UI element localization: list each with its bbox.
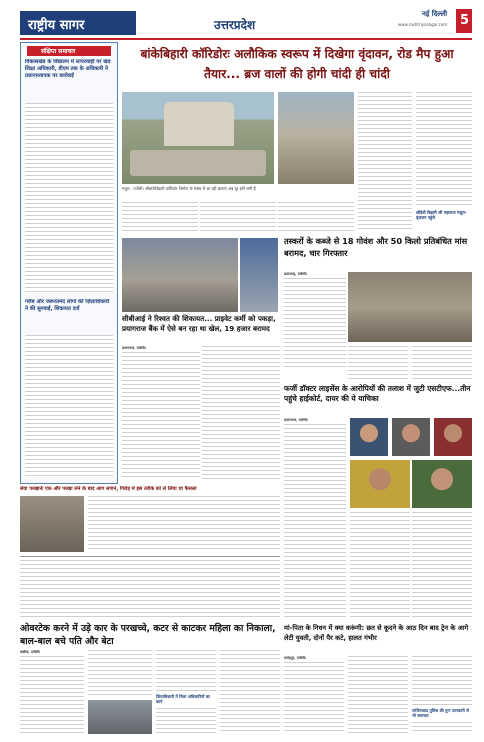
sidebar-label: संक्षिप्त समाचार	[41, 48, 76, 55]
mother-text-col-4	[412, 722, 472, 734]
crash-subhead: ज़िलाधिकारी में मिला अधिकारियों का कार्य	[156, 694, 210, 704]
crash-text-col-1	[20, 656, 84, 734]
crash-text-col-4	[156, 708, 216, 734]
lead-photo-2	[278, 92, 354, 184]
crash-text-col-2	[88, 650, 152, 696]
cow-text-col-2	[348, 346, 408, 380]
cow-byline: प्रतापगढ़, एजेंसी।	[284, 272, 307, 276]
lead-text-col-4	[200, 202, 276, 232]
bottom-left-text	[20, 560, 280, 618]
photo-strip-image-1	[20, 496, 84, 552]
section-divider	[20, 556, 280, 557]
website-link[interactable]: www.rashtriyasagar.com	[398, 22, 448, 27]
lead-headline: बांकेबिहारी कॉरिडोरः अलौकिक स्वरूप में दिखेगा वृंदावन, रोड मैप हुआ तैयार... ब्रज वालों की होगी चांदी ही चांदी	[140, 47, 454, 81]
cow-photo	[348, 272, 472, 342]
plaza-illustration	[130, 150, 266, 176]
doctor-headline: फर्जी डॉक्टर लाइसेंस के आरोपियों की तलाश में जुटी एसटीएफ...तीन पहुंचे हाईकोर्ट, दायर की ये याचिका	[284, 384, 471, 403]
lead-text-col-3	[122, 202, 198, 232]
doctor-text-col-2	[350, 512, 410, 620]
doctor-photo-4	[350, 460, 410, 508]
cbi-headline: सीबीआई ने रिश्वत की शिकायत... प्राइवेट कर्मी को पकड़ा, प्रयागराज बैंक में ऐसे बन रहा था खेल, 19 हजार बरामद	[122, 314, 276, 333]
sidebar-body-text-2	[25, 335, 113, 477]
cow-text-col-3	[412, 346, 472, 380]
doctor-photo-1	[350, 418, 388, 456]
sidebar-headline: विकासखंड के विद्यालय में लापरवाही पर खंड शिक्षा अधिकारी, डीएम तक के अधिकारी ने प्रधानाध्यापक पर कार्रवाई	[25, 59, 111, 79]
crash-text-col-3	[156, 650, 216, 692]
masthead	[20, 8, 472, 40]
doctor-text-col-3	[412, 512, 472, 620]
sidebar-subhead: गरीब और जरूरतमंद लोगों की ज़िलाधिकारी ने की सुनवाई, शिकायत दर्ज	[25, 299, 110, 312]
mother-headline: मां-पिता के निधन में क्या करूंगी: छत से कूदने के आठ दिन बाद ट्रेन के आगे लेटी युवती, दोनों पैर कटे, हालत गंभीर	[284, 624, 469, 642]
doctor-photo-2	[392, 418, 430, 456]
crash-headline: ओवरटेक करने में उड़े कार के परखच्चे, कटर से काटकर महिला का निकाला, बाल-बाल बचे पति और बेटा	[20, 623, 276, 647]
sidebar-label-box	[27, 46, 111, 56]
brand-name: राष्ट्रीय सागर	[28, 18, 85, 33]
crash-photo	[88, 700, 152, 734]
doctor-photo-3	[434, 418, 472, 456]
lead-text-col-1	[358, 92, 412, 232]
cbi-text-col-2	[202, 346, 280, 480]
mother-text-col-2	[348, 656, 408, 734]
mother-text-col-1	[284, 662, 344, 734]
sidebar-brief	[20, 42, 118, 484]
doctor-byline: प्रयागराज, एजेंसी।	[284, 418, 309, 422]
lead-photo	[122, 92, 274, 184]
section-title: उत्तरप्रदेश	[214, 18, 256, 32]
temple-illustration	[164, 102, 234, 146]
mother-text-col-3	[412, 656, 472, 708]
lead-caption: मथुरा , एजेंसी। श्रीबांकेबिहारी कॉरिडोर निर्माण के संबंध में आ रही बाधाएं अब दूर होने लगी हैं	[122, 186, 256, 191]
doctor-photo-5	[412, 460, 472, 508]
crash-text-col-5	[220, 650, 280, 734]
lead-text-col-2	[416, 92, 472, 208]
cow-headline: तस्करों के कब्जे से 18 गोवंश और 50 किलो प्रतिबंधित मांस बरामद, चार गिरफ्तार	[284, 236, 468, 258]
cbi-photo	[122, 238, 238, 312]
mother-byline: फतेहपुर, एजेंसी।	[284, 656, 307, 660]
photo-strip-caption: सेवा परखानेः एक और परखा लेने के बाद आग लगाने, गिरोह में इस तरीके को ले लिया था फैसला	[20, 486, 197, 492]
photo-strip-text	[88, 496, 280, 552]
brand-box	[20, 11, 136, 35]
mother-subhead: गाजियाबाद पुलिस की पुनः जानकारी से भी समाचार	[412, 708, 469, 718]
sidebar-body-text	[25, 103, 113, 293]
page-number: 5	[460, 13, 470, 28]
cow-text-col-1	[284, 278, 346, 370]
lead-text-col-5	[278, 202, 354, 232]
cbi-photo-2	[240, 238, 278, 312]
page-number-box	[456, 9, 472, 33]
edition-city: नई दिल्ली	[422, 10, 448, 18]
crash-byline: कन्नौज, एजेंसी।	[20, 650, 41, 654]
cbi-text-col-1	[122, 352, 200, 480]
doctor-text-col-1	[284, 424, 346, 620]
cbi-byline: प्रयागराज, एजेंसी।	[122, 346, 147, 350]
lead-kicker: श्रीदेवी बिहारी जी महाराज मथुरा-वृंदावन पहुंचे	[416, 210, 467, 221]
